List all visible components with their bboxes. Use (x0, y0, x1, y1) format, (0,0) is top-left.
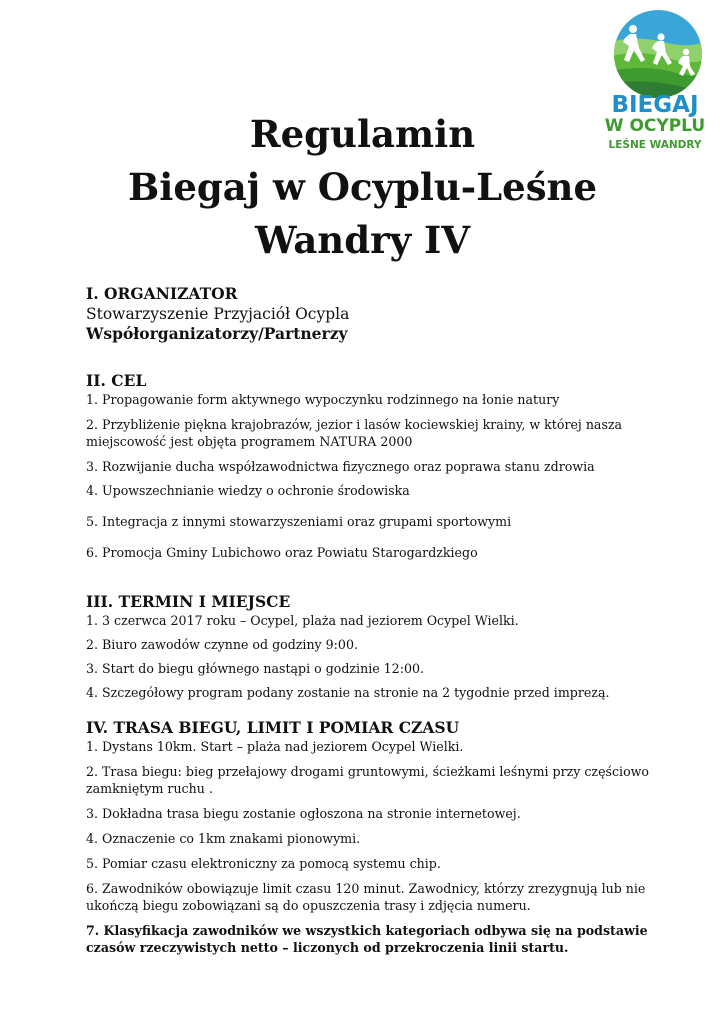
logo-text-lesne-wandry: LEŚNE WANDRY (608, 139, 702, 151)
section-date-place (86, 592, 666, 701)
partners-heading: Współorganizatorzy/Partnerzy (86, 324, 348, 343)
list-item: 4. Szczegółowy program podany zostanie na stronie na 2 tygodnie przed imprezą. (86, 685, 610, 700)
section-goal (86, 371, 666, 561)
document-title (0, 108, 725, 267)
list-item: 5. Pomiar czasu elektroniczny za pomocą systemu chip. (86, 856, 441, 871)
list-item: 2. Biuro zawodów czynne od godziny 9:00. (86, 637, 358, 652)
section-heading: I. ORGANIZATOR (86, 284, 238, 303)
list-item: 1. 3 czerwca 2017 roku – Ocypel, plaża nad jeziorem Ocypel Wielki. (86, 613, 519, 628)
list-item: 6. Promocja Gminy Lubichowo oraz Powiatu Starogardzkiego (86, 545, 478, 560)
list-item: 1. Dystans 10km. Start – plaża nad jeziorem Ocypel Wielki. (86, 739, 464, 754)
list-item: 3. Rozwijanie ducha współzawodnictwa fizycznego oraz poprawa stanu zdrowia (86, 459, 595, 474)
regulations-body (86, 284, 666, 956)
title-line-2: Biegaj w Ocyplu-Leśne (128, 165, 597, 209)
list-item: 2. Przybliżenie piękna krajobrazów, jezior i lasów kociewskiej krainy, w której nasza miejscowość jest objęta programem NATURA 2000 (86, 417, 623, 449)
section-organizer (86, 284, 666, 344)
list-item: 2. Trasa biegu: bieg przełajowy drogami gruntowymi, ścieżkami leśnymi przy częściowo zamkniętym ruchu . (86, 764, 650, 796)
list-item: 6. Zawodników obowiązuje limit czasu 120 minut. Zawodnicy, którzy zrezygnują lub nie ukończą biegu zobowiązani są do opuszczenia trasy i zdjęcia numeru. (86, 881, 646, 913)
list-item: 1. Propagowanie form aktywnego wypoczynku rodzinnego na łonie natury (86, 392, 560, 407)
title-line-1: Regulamin (249, 112, 476, 156)
list-item: 3. Dokładna trasa biegu zostanie ogłoszona na stronie internetowej. (86, 806, 521, 821)
title-line-3: Wandry IV (255, 218, 470, 262)
logo-text-biegaj: BIEGAJ (611, 92, 699, 118)
list-item: 5. Integracja z innymi stowarzyszeniami oraz grupami sportowymi (86, 514, 512, 529)
list-item: 3. Start do biegu głównego nastąpi o godzinie 12:00. (86, 661, 424, 676)
list-item: 4. Upowszechnianie wiedzy o ochronie środowiska (86, 483, 410, 498)
section-heading: II. CEL (86, 371, 147, 390)
section-heading: IV. TRASA BIEGU, LIMIT I POMIAR CZASU (86, 718, 460, 737)
organizer-name: Stowarzyszenie Przyjaciół Ocypla (86, 305, 350, 323)
list-item: 7. Klasyfikacja zawodników we wszystkich kategoriach odbywa się na podstawie czasów rzeczywistych netto – liczonych od przekroczenia linii startu. (86, 923, 648, 955)
section-heading: III. TERMIN I MIEJSCE (86, 592, 291, 611)
list-item: 4. Oznaczenie co 1km znakami pionowymi. (86, 831, 361, 846)
section-route (86, 718, 666, 956)
logo-text-w-ocyplu: W OCYPLU (604, 116, 706, 136)
